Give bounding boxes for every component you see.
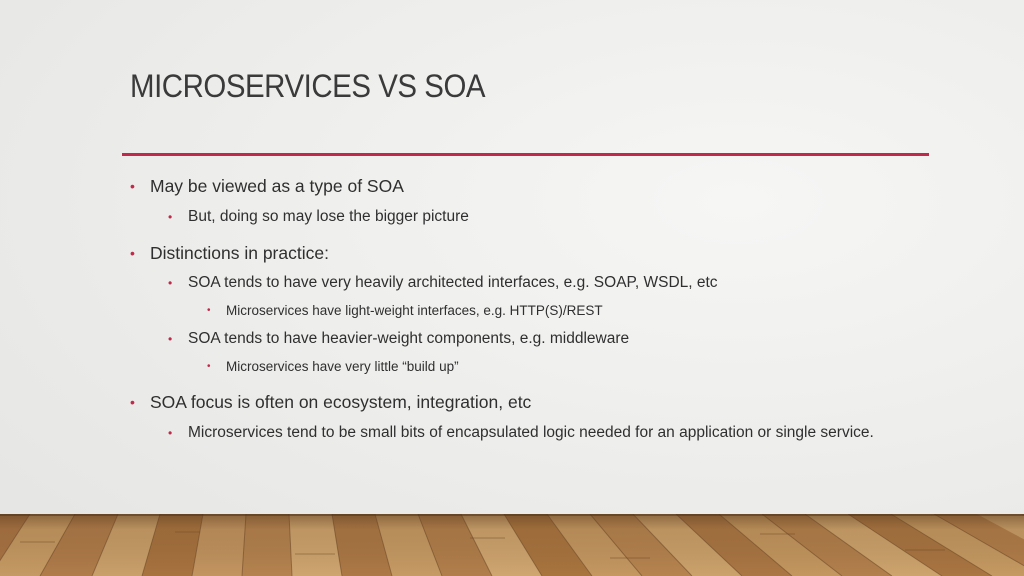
- bullet-text: SOA tends to have very heavily architected interfaces, e.g. SOAP, WSDL, etc: [188, 274, 718, 291]
- bullet-dot-icon: •: [168, 210, 173, 224]
- bullet-dot-icon: •: [207, 361, 211, 372]
- bullet-text: But, doing so may lose the bigger picture: [188, 208, 469, 225]
- bullet-text: Microservices have very little “build up”: [226, 359, 459, 374]
- bullet-dot-icon: •: [168, 276, 173, 290]
- bullet-text: Microservices tend to be small bits of encapsulated logic needed for an application or single service.: [188, 424, 874, 441]
- bullet-text: SOA tends to have heavier-weight components, e.g. middleware: [188, 330, 630, 347]
- bullet-dot-icon: •: [168, 426, 173, 440]
- bullet-text: SOA focus is often on ecosystem, integration, etc: [150, 392, 532, 412]
- bullet-text: Distinctions in practice:: [150, 243, 329, 263]
- bullet-dot-icon: •: [168, 332, 173, 346]
- slide-title: MICROSERVICES VS SOA: [130, 68, 486, 104]
- bullet-dot-icon: •: [130, 245, 135, 261]
- wood-floor-background: [0, 514, 1024, 576]
- bullet-text: May be viewed as a type of SOA: [150, 176, 404, 196]
- title-divider: [122, 153, 929, 156]
- bullet-dot-icon: •: [130, 394, 135, 410]
- bullet-dot-icon: •: [130, 178, 135, 194]
- wood-floor-image: [0, 514, 1024, 576]
- bullet-text: Microservices have light-weight interfaces, e.g. HTTP(S)/REST: [226, 303, 603, 318]
- bullet-dot-icon: •: [207, 305, 211, 316]
